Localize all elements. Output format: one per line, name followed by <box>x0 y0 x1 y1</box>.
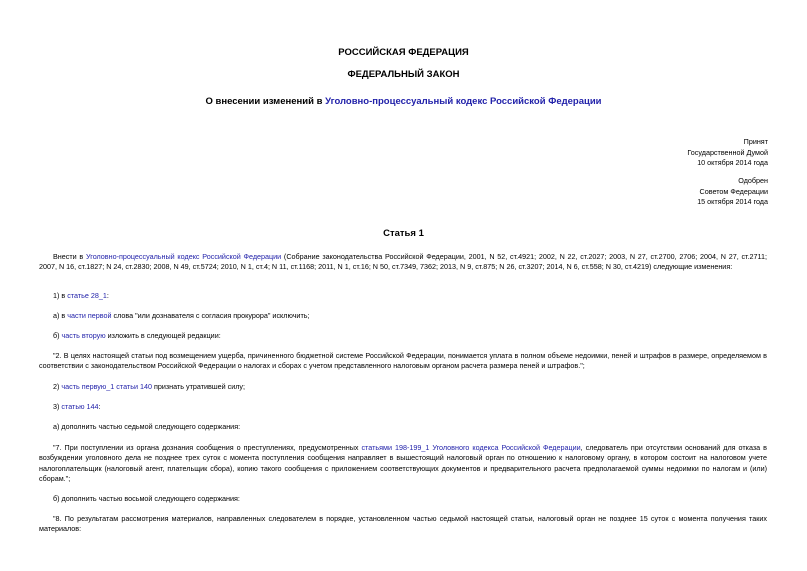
adoption-line-1: Принят <box>743 137 768 146</box>
paragraph-text: б) <box>53 331 62 340</box>
part-two-link[interactable]: часть вторую <box>61 331 106 340</box>
paragraph-item-3 <box>39 402 767 412</box>
approval-block <box>697 176 768 208</box>
article-140-link[interactable]: часть первую_1 статьи 140 <box>61 382 152 391</box>
adoption-date: 10 октября 2014 года <box>697 158 768 168</box>
paragraph-quote-2: "2. В целях настоящей статьи под возмещением ущерба, причиненного бюджетной системе Российской Федерации, понимается уплата в полном объеме недоимки, пеней и штрафов в размере, определяемом в соответствии с законодательством Российской Федерации о налогах и сборах с учетом представленного налоговым органом расчета размера пеней и штрафов."; <box>39 351 767 371</box>
paragraph-item-3a: а) дополнить частью седьмой следующего содержания: <box>53 422 241 431</box>
paragraph-text: слова "или дознавателя с согласия прокурора" исключить; <box>111 311 310 320</box>
paragraph-text: 3) <box>53 402 62 411</box>
paragraph-item-3b: б) дополнить частью восьмой следующего содержания: <box>53 494 240 503</box>
paragraph-quote-7 <box>39 443 767 484</box>
law-title <box>0 96 807 107</box>
paragraph-text: Внести в <box>53 252 86 261</box>
paragraph-text: 1) в <box>53 291 68 300</box>
approval-line-2: Советом Федерации <box>699 186 768 196</box>
criminal-code-articles-link[interactable]: статьями 198-199_1 Уголовного кодекса Российской Федерации <box>361 443 581 452</box>
paragraph-text: , следователь при отсутствии оснований для отказа в возбуждении уголовного дела не позднее трех суток с момента поступления сообщения направляет в вышестоящий налоговый орган по отношению к налоговому органу, в котором состоит на налоговом учете налогоплательщик (налоговый агент, плательщик сбора), копию такого сообщения с приложением соответствующих документов и предварительного расчета предполагаемой суммы недоимки по налогам и (или) сборам."; <box>39 443 767 483</box>
paragraph-text: : <box>106 291 109 300</box>
part-one-link[interactable]: части первой <box>67 311 112 320</box>
paragraph-text: (Собрание законодательства Российской Федерации, 2001, N 52, ст.4921; 2002, N 22, ст.2027; 2003, N 27, ст.2700, 2706; 2004, N 27, ст.2711; 2007, N 16, ст.1827; N 24, ст.2830; 2008, N 49, ст.5724; 2010, N 1, ст.4; N 11, ст.1168; 2011, N 1, ст.16; N 50, ст.7349, 7362; 2013, N 9, ст.875; N 26, ст.3207; 2014, N 6, ст.558; N 30, ст.4219) следующие изменения: <box>39 252 767 272</box>
paragraph-item-2 <box>39 382 767 392</box>
paragraph-item-1 <box>39 291 767 301</box>
paragraph-quote-8: "8. По результатам рассмотрения материалов, направленных следователем в порядке, установленном частью седьмой настоящей статьи, налоговый орган не позднее 15 суток с момента получения таких материалов: <box>39 514 767 534</box>
federation-heading: РОССИЙСКАЯ ФЕДЕРАЦИЯ <box>338 47 469 58</box>
adoption-block <box>687 137 768 169</box>
approval-date: 15 октября 2014 года <box>697 197 768 207</box>
adoption-line-2: Государственной Думой <box>687 147 768 157</box>
paragraph-text: "7. При поступлении из органа дознания сообщения о преступлениях, предусмотренных <box>53 443 362 452</box>
article-title: Статья 1 <box>383 228 424 239</box>
paragraph-text: 2) <box>53 382 62 391</box>
paragraph-text: признать утратившей силу; <box>151 382 246 391</box>
paragraph-text: : <box>98 402 101 411</box>
paragraph-text: а) в <box>53 311 68 320</box>
article-144-link[interactable]: статью 144 <box>61 402 99 411</box>
law-title-prefix: О внесении изменений в <box>205 96 326 107</box>
law-type-heading: ФЕДЕРАЛЬНЫЙ ЗАКОН <box>347 69 460 80</box>
paragraph-text: изложить в следующей редакции: <box>105 331 221 340</box>
article-28-1-link[interactable]: статье 28_1 <box>67 291 107 300</box>
code-link[interactable]: Уголовно-процессуальный кодекс Российской Федерации <box>85 252 282 261</box>
paragraph-intro <box>39 252 767 273</box>
paragraph-item-1b <box>39 331 767 341</box>
approval-line-1: Одобрен <box>738 176 768 185</box>
paragraph-item-1a <box>39 311 767 321</box>
law-title-link[interactable]: Уголовно-процессуальный кодекс Российской Федерации <box>325 96 602 107</box>
